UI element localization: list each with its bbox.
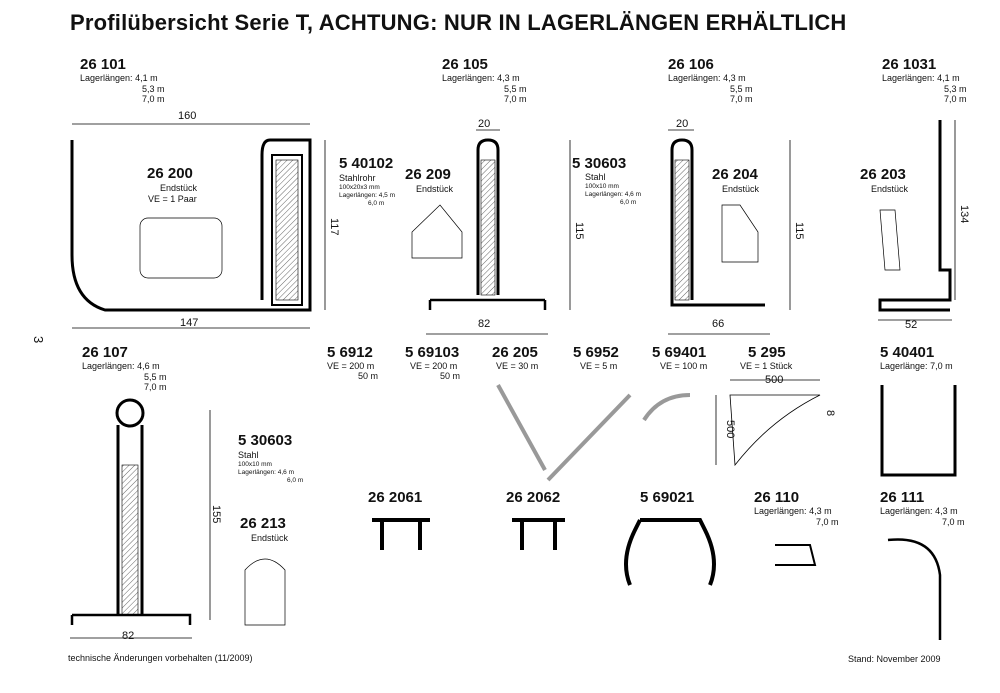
endpiece-label: Endstück (160, 183, 198, 193)
dim-82-a: 82 (478, 318, 491, 330)
lengths-26101: Lagerlängen: 4,1 m 5,3 m 7,0 m (80, 73, 165, 104)
endpiece-number-26200: 26 200 (147, 165, 193, 182)
clip-number-569021: 5 69021 (640, 489, 695, 506)
profile-number-26105: 26 105 (442, 56, 488, 73)
profile-number-26110: 26 110 (754, 489, 800, 506)
endpiece-number-26213: 26 213 (240, 515, 286, 532)
dim-66: 66 (712, 318, 725, 330)
profile-number-26107: 26 107 (82, 344, 128, 361)
dim-134: 134 (958, 205, 970, 224)
accessory-number: 5 295 (748, 344, 786, 361)
clip-262062 (512, 520, 565, 550)
profile-number-540401: 5 40401 (880, 344, 935, 361)
profile-drawing-261031 (878, 120, 955, 320)
lengths-26105: Lagerlängen: 4,3 m 5,5 m 7,0 m (442, 73, 527, 104)
lengths-26106: Lagerlängen: 4,3 m 5,5 m 7,0 m (668, 73, 753, 104)
dim-20-a: 20 (478, 118, 491, 130)
profile-number-26101: 26 101 (80, 56, 126, 73)
endpiece-ve: VE = 1 Paar (148, 194, 197, 204)
accessory-569401 (644, 395, 690, 420)
dim-8: 8 (824, 410, 836, 417)
profile-drawing-26110 (775, 545, 815, 565)
profile-drawing-540401 (882, 385, 955, 475)
steel-number-540102: 5 40102 (339, 155, 394, 172)
profile-number-26106: 26 106 (668, 56, 714, 73)
accessory-number: 26 205 (492, 344, 538, 361)
dim-500-a: 500 (765, 374, 784, 386)
lengths-26111: Lagerlängen: 4,3 m 7,0 m (880, 506, 965, 527)
dim-160: 160 (178, 110, 197, 122)
endpiece-number-26204: 26 204 (712, 166, 758, 183)
profile-number-26111: 26 111 (880, 489, 925, 506)
dim-500-b: 500 (724, 420, 736, 439)
accessory-56952 (548, 395, 630, 480)
profile-drawing-26106 (668, 130, 790, 334)
clip-569021 (626, 520, 714, 585)
profile-drawing-26105 (412, 130, 570, 334)
steel-label-stahlrohr: Stahlrohr (339, 173, 376, 183)
profile-drawing-26111 (888, 539, 940, 640)
clip-number-262061: 26 2061 (368, 489, 423, 506)
dim-147: 147 (180, 317, 199, 329)
dim-115-a: 115 (573, 222, 585, 240)
endpiece-number-26209: 26 209 (405, 166, 451, 183)
dim-52: 52 (905, 319, 918, 331)
clip-262061 (372, 520, 430, 550)
dim-117: 117 (328, 218, 340, 236)
accessory-26205 (498, 385, 545, 470)
profile-drawing-26101 (72, 124, 325, 328)
lengths-540401: Lagerlänge: 7,0 m (880, 361, 953, 371)
clip-number-262062: 26 2062 (506, 489, 561, 506)
endpiece-number-26203: 26 203 (860, 166, 906, 183)
steel-number-530603-b: 5 30603 (238, 432, 293, 449)
page-title: Profilübersicht Serie T, ACHTUNG: NUR IN LAGERLÄNGEN ERHÄLTLICH (70, 10, 847, 35)
accessory-number: 5 6912 (327, 344, 373, 361)
dim-20-b: 20 (676, 118, 689, 130)
dim-82-b: 82 (122, 630, 135, 642)
dim-115-b: 115 (793, 222, 805, 240)
accessory-number: 5 69401 (652, 344, 707, 361)
accessory-5295 (730, 395, 820, 465)
footer-date: Stand: November 2009 (848, 654, 941, 664)
lengths-26107: Lagerlängen: 4,6 m 5,5 m 7,0 m (82, 361, 167, 392)
lengths-261031: Lagerlängen: 4,1 m 5,3 m 7,0 m (882, 73, 967, 104)
footer-note: technische Änderungen vorbehalten (11/2009) (68, 653, 253, 663)
dim-155: 155 (210, 505, 222, 524)
lengths-26110: Lagerlängen: 4,3 m 7,0 m (754, 506, 839, 527)
profile-number-261031: 26 1031 (882, 56, 937, 73)
accessory-number: 5 69103 (405, 344, 460, 361)
steel-number-530603-a: 5 30603 (572, 155, 627, 172)
page-number: 3 (31, 336, 46, 344)
accessory-number: 5 6952 (573, 344, 619, 361)
